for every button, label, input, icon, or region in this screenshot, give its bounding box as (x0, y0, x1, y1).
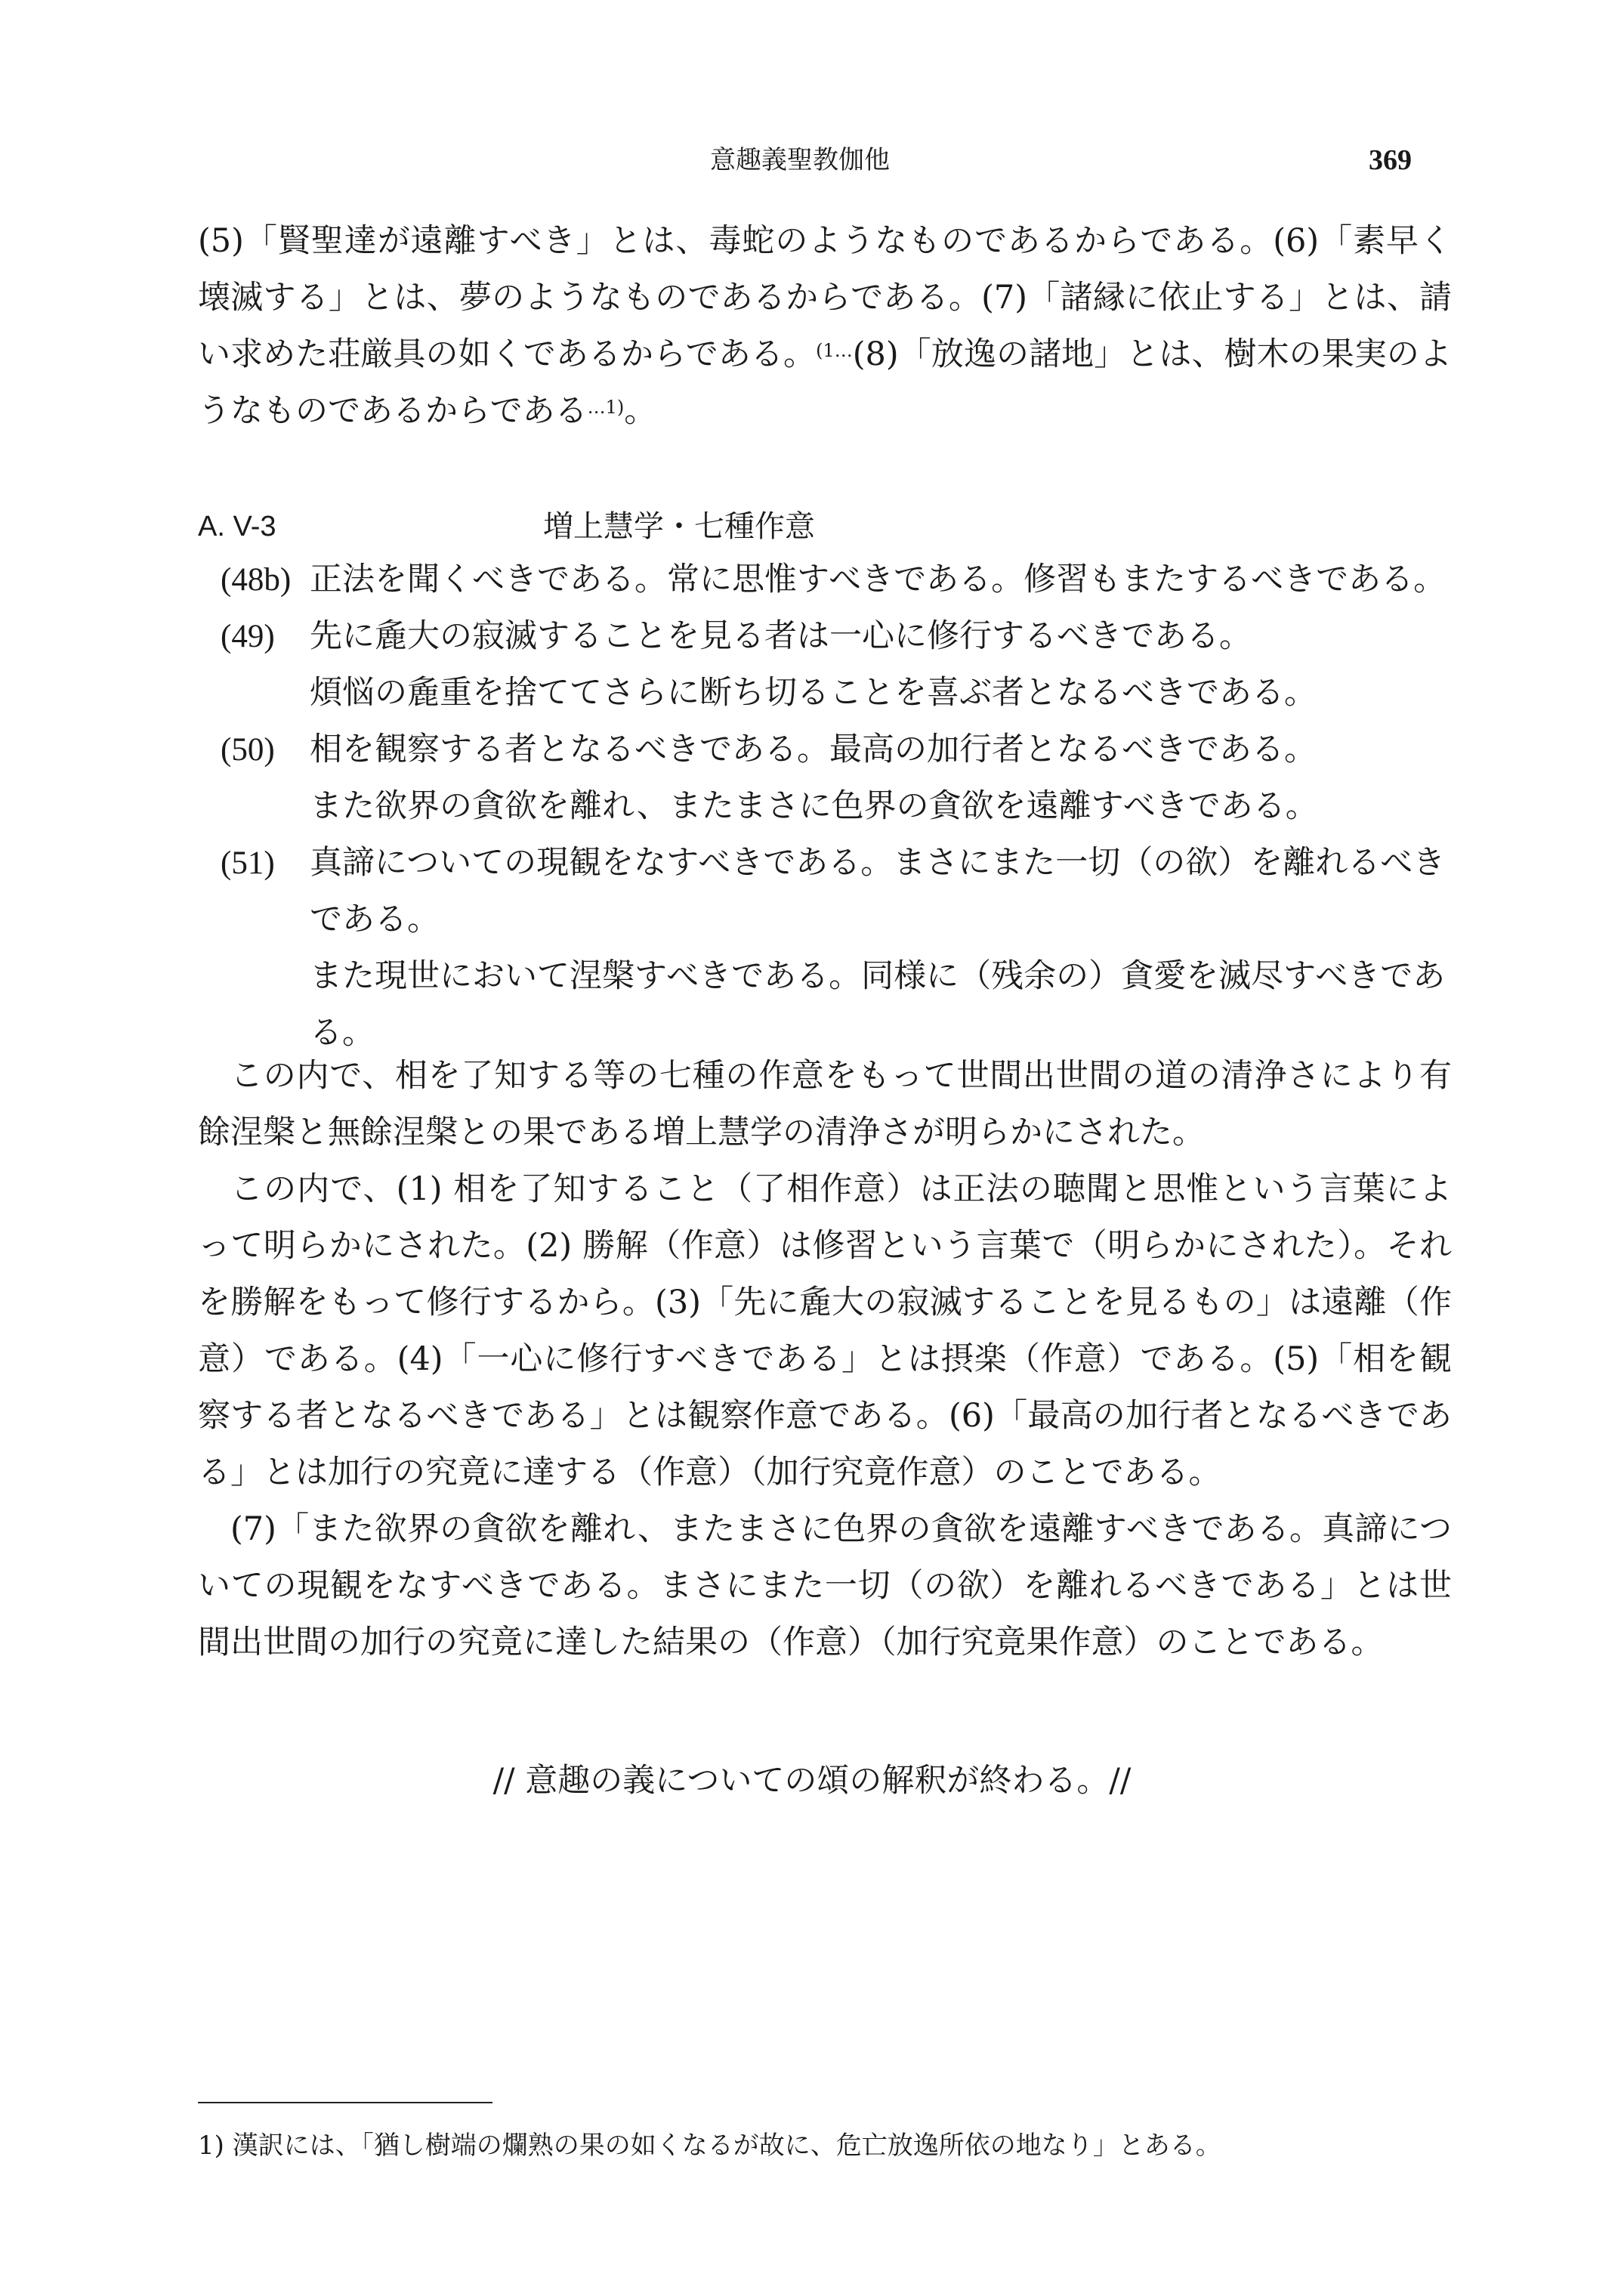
page-number: 369 (1369, 144, 1412, 176)
footnote-range-start: (1… (816, 340, 853, 361)
verse-51 (198, 835, 1452, 1061)
verse-line: 先に麁大の寂滅することを見る者は一心に修行するべきである。 (310, 617, 1252, 655)
section-number: A. V-3 (198, 511, 276, 542)
verse-line: また欲界の貪欲を離れ、またまさに色界の貪欲を遠離すべきである。 (310, 787, 1318, 825)
verse-50 (198, 722, 1452, 835)
running-header (0, 138, 1624, 183)
intro-segment-2: (8)「放逸の諸地」とは、樹木の果実のようなものであるからである (198, 335, 1452, 430)
verse-48b (198, 552, 1452, 608)
verse-line: 正法を聞くべきである。常に思惟すべきである。修習もまたするべきである。 (310, 561, 1446, 598)
footnote: 1) 漢訳には、「猶し樹端の爛熟の果の如くなるが故に、危亡放逸所依の地なり」とある。 (198, 2131, 1221, 2161)
verse-number: (49) (221, 619, 275, 654)
intro-segment-3: 。 (624, 392, 657, 430)
verse-number: (51) (221, 845, 275, 881)
verse-number: (50) (221, 732, 275, 768)
commentary-paragraph: (7)「また欲界の貪欲を離れ、またまさに色界の貪欲を遠離すべきである。真諦についての現観をなすべきである。まさにまた一切（の欲）を離れるべきである」とは世間出世間の加行の究竟に達した結果の（作意）（加行究竟果作意）のことである。 (198, 1510, 1452, 1661)
verse-line: また現世において涅槃すべきである。同様に（残余の）貪愛を滅尽すべきである。 (310, 957, 1446, 1052)
commentary-paragraph: この内で、相を了知する等の七種の作意をもって世間出世間の道の清浄さにより有餘涅槃と無餘涅槃との果である増上慧学の清浄さが明らかにされた。 (198, 1057, 1452, 1151)
verse-line: 相を観察する者となるべきである。最高の加行者となるべきである。 (310, 731, 1317, 768)
commentary (198, 1048, 1452, 1671)
verse-number: (48b) (221, 562, 292, 598)
verse-line: 煩悩の麁重を捨ててさらに断ち切ることを喜ぶ者となるべきである。 (310, 674, 1317, 712)
footnote-range-end: …1) (587, 397, 625, 418)
commentary-paragraph: この内で、(1) 相を了知すること（了相作意）は正法の聴聞と思惟という言葉によって明らかにされた。(2) 勝解（作意）は修習という言葉で（明らかにされた）。それを勝解をもって修行するから。(3)「先に麁大の寂滅することを見るもの」は遠離（作意）である。(4)「一心に修行すべきである」とは摂楽（作意）である。(5)「相を観察する者となるべきである」とは観察作意である。(6)「最高の加行者となるべきである」とは加行の究竟に達する（作意）（加行究竟作意）のことである。 (198, 1170, 1452, 1491)
running-title: 意趣義聖教伽他 (710, 145, 890, 175)
concluding-line: // 意趣の義についての頌の解釈が終わる。// (492, 1762, 1132, 1800)
footnote-divider (198, 2102, 492, 2103)
section-title: 増上慧学・七種作意 (543, 509, 815, 544)
verse-line: 真諦についての現観をなすべきである。まさにまた一切（の欲）を離れるべきである。 (310, 844, 1446, 938)
section-heading (198, 500, 1452, 553)
intro-paragraph (198, 213, 1452, 440)
verse-49 (198, 608, 1452, 722)
verse-list (198, 552, 1452, 1061)
intro-segment-1: (5)「賢聖達が遠離すべき」とは、毒蛇のようなものであるからである。(6)「素早く壊滅する」とは、夢のようなものであるからである。(7)「諸縁に依止する」とは、請い求めた荘厳具の如くであるからである。 (198, 222, 1452, 373)
